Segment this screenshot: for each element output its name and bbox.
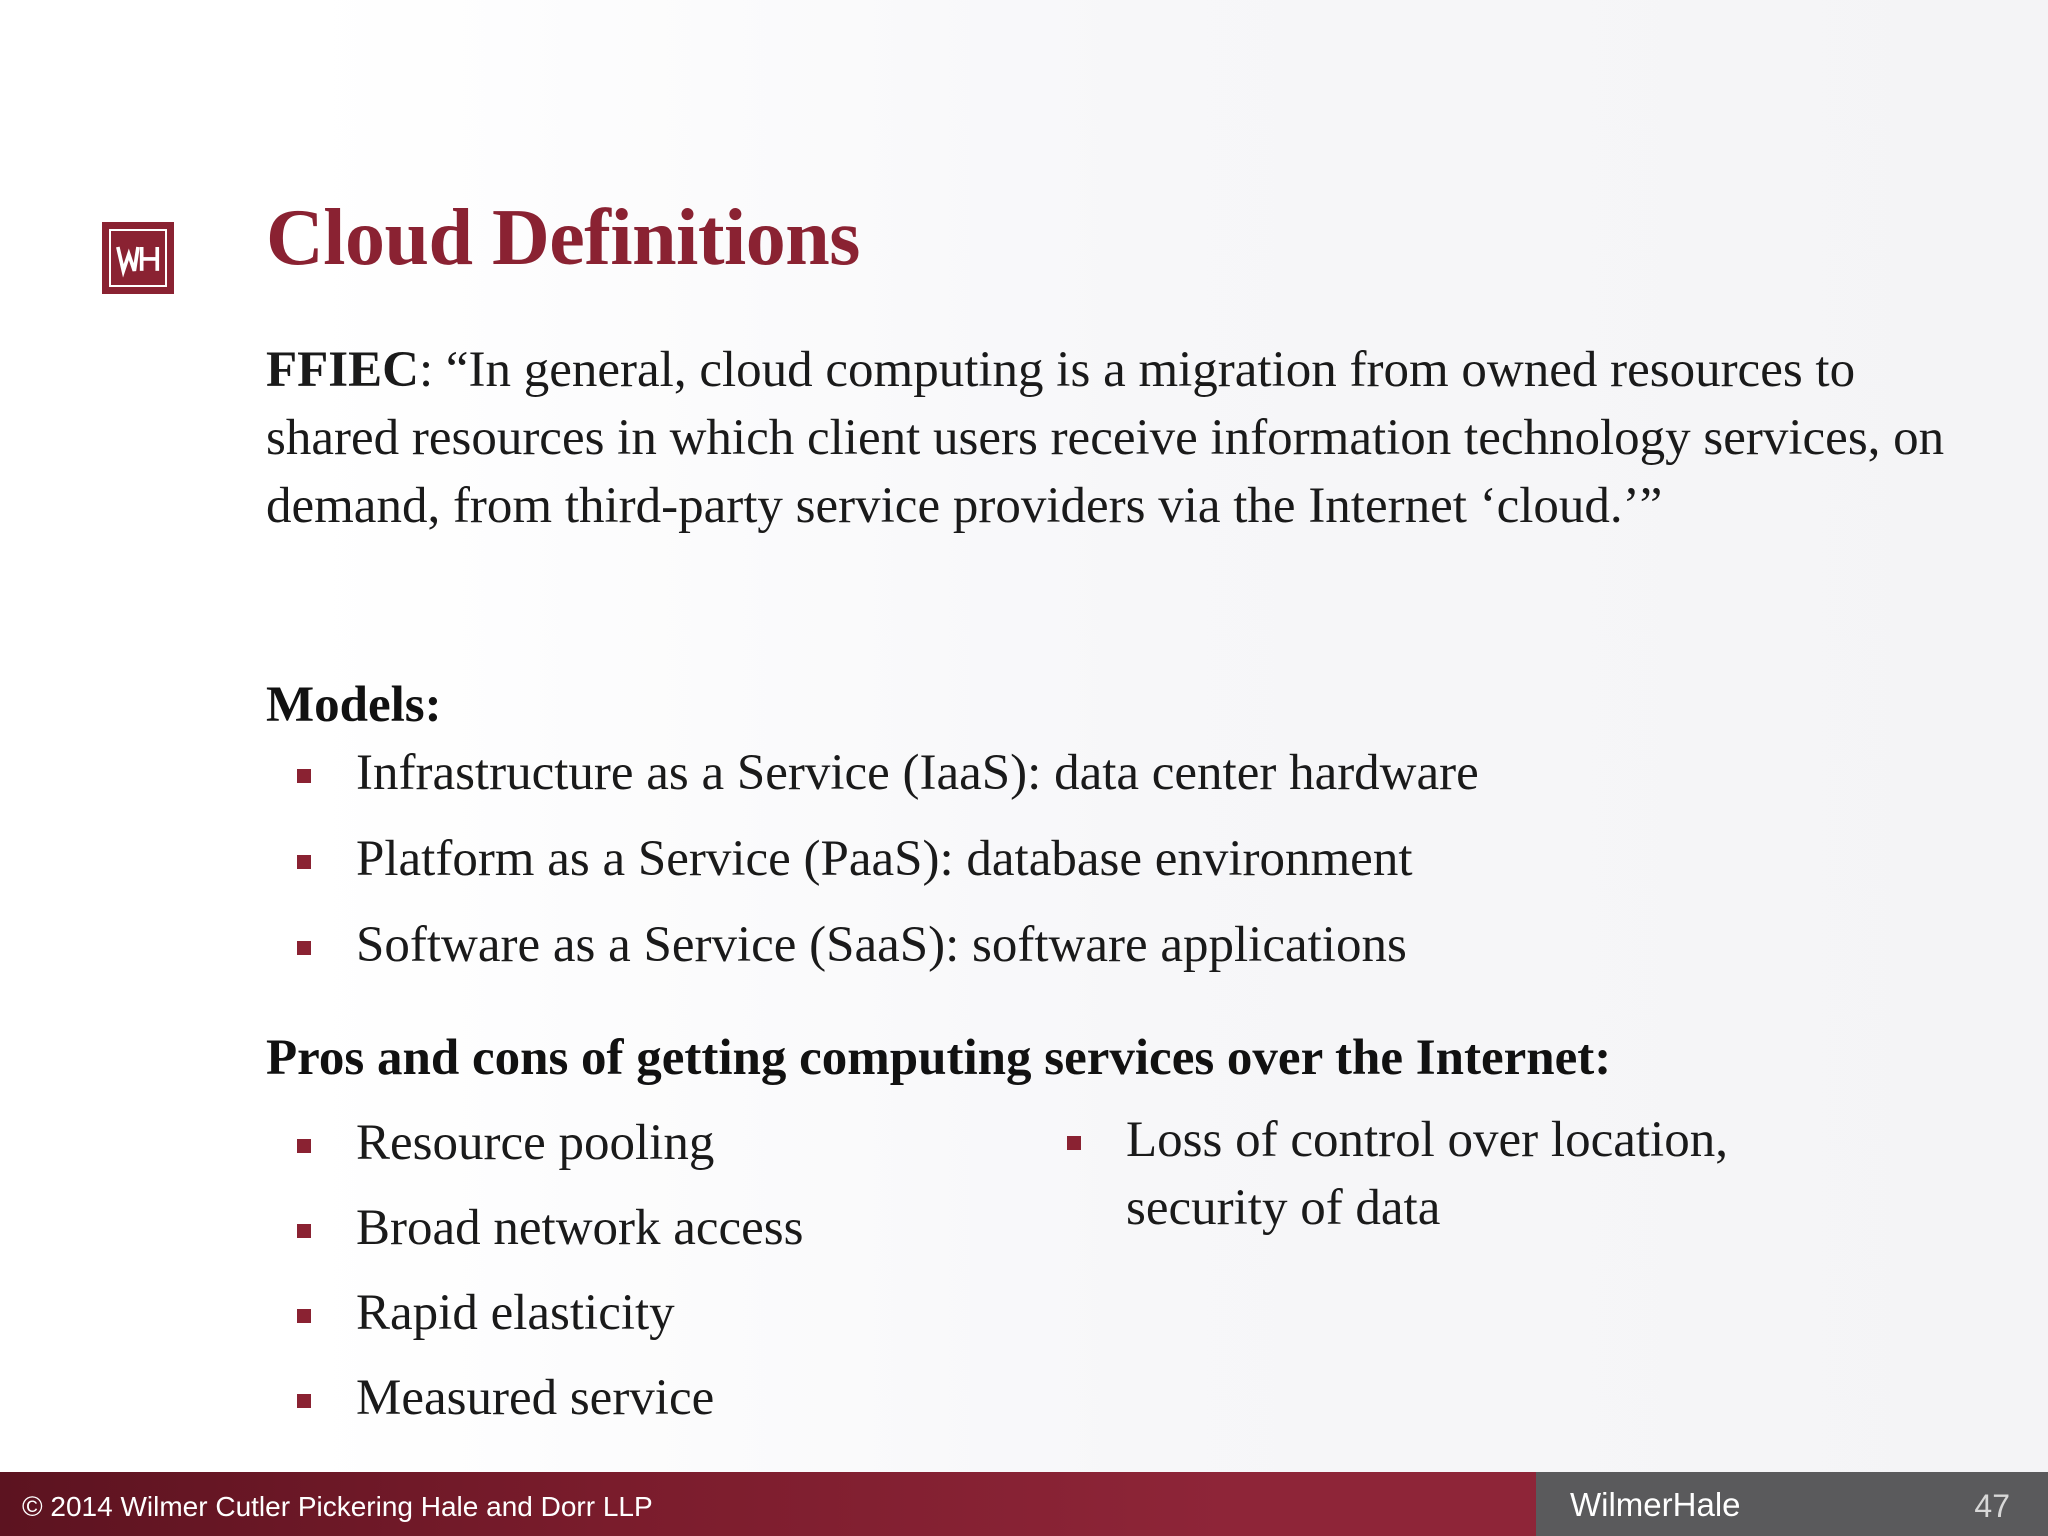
quote-source: FFIEC <box>266 342 419 398</box>
bullet-square-icon <box>297 1224 311 1238</box>
ffiec-definition <box>266 336 1986 540</box>
footer-copyright: © 2014 Wilmer Cutler Pickering Hale and Dorr LLP <box>22 1491 653 1522</box>
page-number: 47 <box>1974 1488 2010 1524</box>
bullet-square-icon <box>1067 1136 1081 1150</box>
list-item: Broad network access <box>356 1198 804 1258</box>
list-item: Platform as a Service (PaaS): database environment <box>356 829 1479 889</box>
bullet-square-icon <box>297 1139 311 1153</box>
bullet-square-icon <box>297 769 311 783</box>
pros-list <box>356 1113 804 1428</box>
list-item: Resource pooling <box>356 1113 804 1173</box>
footer-brand: WilmerHale <box>1570 1486 1741 1523</box>
list-item: Software as a Service (SaaS): software applications <box>356 915 1479 975</box>
bullet-square-icon <box>297 855 311 869</box>
wh-logo-icon <box>102 222 174 294</box>
pros-cons-heading: Pros and cons of getting computing services over the Internet: <box>266 1030 1612 1086</box>
bullet-square-icon <box>297 1394 311 1408</box>
slide-title: Cloud Definitions <box>266 194 860 282</box>
bullet-square-icon <box>297 1309 311 1323</box>
quote-text: : “In general, cloud computing is a migration from owned resources to shared resources in which client users receive information technology services, on demand, from third-party service providers via the Internet ‘cloud.’” <box>266 342 1945 534</box>
wh-monogram-icon <box>105 225 171 291</box>
list-item: Measured service <box>356 1368 804 1428</box>
list-item: Infrastructure as a Service (IaaS): data center hardware <box>356 743 1479 803</box>
cons-list <box>1126 1106 1728 1242</box>
models-list <box>356 743 1479 975</box>
list-item: Rapid elasticity <box>356 1283 804 1343</box>
models-heading: Models: <box>266 677 442 733</box>
list-item: Loss of control over location, security of data <box>1126 1106 1728 1242</box>
bullet-square-icon <box>297 941 311 955</box>
